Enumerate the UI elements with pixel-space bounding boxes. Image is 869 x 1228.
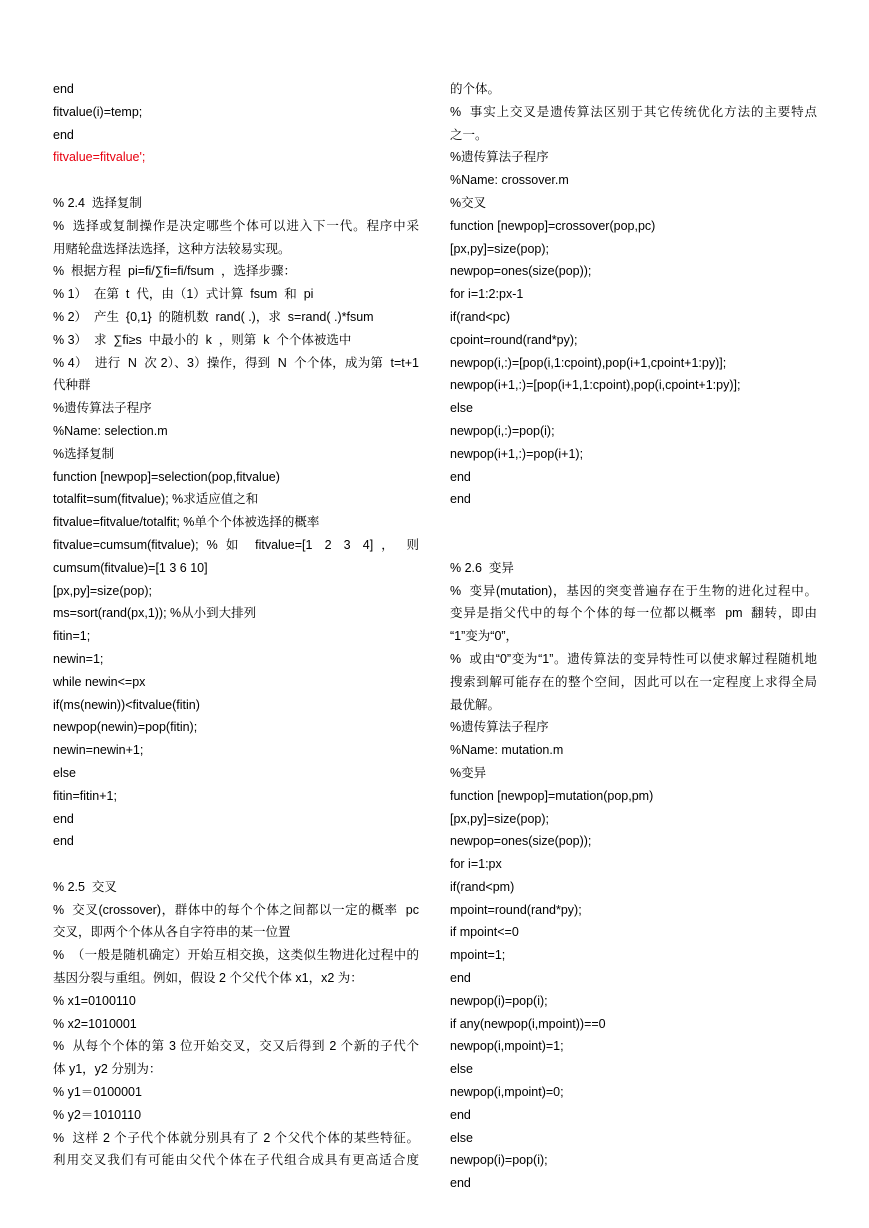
text-line: [px,py]=size(pop); bbox=[53, 583, 153, 598]
text-line: end bbox=[53, 811, 74, 826]
text-line: % 2） 产生 {0,1} 的随机数 rand( .)，求 s=rand( .)*fsum bbox=[53, 309, 374, 324]
text-line: % 根据方程 pi=fi/∑fi=fi/fsum ，选择步骤： bbox=[53, 264, 296, 279]
text-line: totalfit=sum(fitvalue); %求适应值之和 bbox=[53, 492, 259, 507]
text-line: %Name: crossover.m bbox=[450, 173, 569, 188]
text-line: end bbox=[53, 82, 74, 96]
text-line: else bbox=[53, 765, 76, 780]
text-line: %选择复制 bbox=[53, 446, 115, 461]
text-line: end bbox=[450, 1176, 471, 1191]
text-line: newpop(i,mpoint)=0; bbox=[450, 1085, 564, 1100]
text-line: mpoint=round(rand*py); bbox=[450, 902, 582, 917]
text-line: for i=1:px bbox=[450, 857, 502, 872]
text-line: fitin=1; bbox=[53, 629, 91, 644]
text-line: if(rand<pc) bbox=[450, 309, 511, 324]
right-column bbox=[450, 78, 817, 1195]
text-line: cpoint=round(rand*py); bbox=[450, 332, 578, 347]
text-line: if(ms(newin))<fitvalue(fitin) bbox=[53, 697, 200, 712]
text-line: while newin<=px bbox=[53, 674, 146, 689]
text-line: function [newpop]=mutation(pop,pm) bbox=[450, 788, 654, 803]
text-line: newin=newin+1; bbox=[53, 743, 144, 758]
text-line: newpop(i,mpoint)=1; bbox=[450, 1039, 564, 1054]
text-line: else bbox=[450, 1062, 473, 1077]
text-line: for i=1:2:px-1 bbox=[450, 287, 524, 302]
text-line: 之一。 bbox=[450, 127, 488, 142]
text-line: newpop=ones(size(pop)); bbox=[450, 834, 592, 849]
text-line: 代种群 bbox=[53, 378, 91, 393]
text-line: newpop=ones(size(pop)); bbox=[450, 264, 592, 279]
text-line: fitvalue=cumsum(fitvalue); % 如 fitvalue=[1 2 3 4] ， 则 bbox=[53, 537, 419, 552]
blank-line bbox=[450, 511, 817, 534]
text-line: newin=1; bbox=[53, 651, 104, 666]
text-line: % 变异(mutation)，基因的突变普遍存在于生物的进化过程中。 bbox=[450, 583, 817, 598]
text-line: newpop(newin)=pop(fitin); bbox=[53, 720, 198, 735]
text-line: % 交叉(crossover)，群体中的每个个体之间都以一定的概率 pc bbox=[53, 902, 419, 917]
text-line: 的个体。 bbox=[450, 82, 501, 96]
text-line: end bbox=[53, 834, 74, 849]
left-column bbox=[53, 78, 419, 1172]
blank-line bbox=[53, 853, 419, 876]
text-line: % y1＝0100001 bbox=[53, 1085, 142, 1100]
text-line: end bbox=[450, 971, 471, 986]
text-line: % x1=0100110 bbox=[53, 993, 136, 1008]
text-line: % 2.4 选择复制 bbox=[53, 195, 142, 210]
text-line: fitvalue(i)=temp; bbox=[53, 104, 143, 119]
text-line: 变异是指父代中的每个个体的每一位都以概率 pm 翻转，即由 bbox=[450, 606, 817, 621]
text-line: %交叉 bbox=[450, 195, 487, 210]
text-line: if any(newpop(i,mpoint))==0 bbox=[450, 1016, 606, 1031]
text-line: newpop(i,:)=[pop(i,1:cpoint),pop(i+1,cpoint+1:py)]; bbox=[450, 355, 727, 370]
text-line: fitin=fitin+1; bbox=[53, 788, 117, 803]
text-line: newpop(i)=pop(i); bbox=[450, 1153, 548, 1168]
text-line: % （一般是随机确定）开始互相交换，这类似生物进化过程中的 bbox=[53, 948, 419, 963]
text-line: % 事实上交叉是遗传算法区别于其它传统优化方法的主要特点 bbox=[450, 104, 817, 119]
text-line: newpop(i+1,:)=pop(i+1); bbox=[450, 446, 584, 461]
text-line: ms=sort(rand(px,1)); %从小到大排列 bbox=[53, 606, 257, 621]
text-line: else bbox=[450, 401, 473, 416]
text-line: % 这样 2 个子代个体就分别具有了 2 个父代个体的某些特征。 bbox=[53, 1130, 419, 1145]
text-line: [px,py]=size(pop); bbox=[450, 241, 550, 256]
text-line: % 4） 进行 N 次 2）、3）操作，得到 N 个个体，成为第 t=t+1 bbox=[53, 355, 419, 370]
text-line: end bbox=[450, 1107, 471, 1122]
blank-line bbox=[450, 534, 817, 557]
text-line: 基因分裂与重组。例如，假设 2 个父代个体 x1，x2 为： bbox=[53, 971, 363, 986]
text-line: function [newpop]=crossover(pop,pc) bbox=[450, 218, 656, 233]
text-line: %遗传算法子程序 bbox=[450, 720, 549, 735]
text-line: 最优解。 bbox=[450, 697, 501, 712]
text-line: function [newpop]=selection(pop,fitvalue) bbox=[53, 469, 280, 484]
text-line: if mpoint<=0 bbox=[450, 925, 519, 940]
text-line: [px,py]=size(pop); bbox=[450, 811, 550, 826]
text-line: newpop(i+1,:)=[pop(i+1,1:cpoint),pop(i,cpoint+1:py)]; bbox=[450, 378, 741, 393]
text-line: end bbox=[450, 469, 471, 484]
text-line: 利用交叉我们有可能由父代个体在子代组合成具有更高适合度 bbox=[53, 1153, 419, 1168]
text-line: % 或由“0”变为“1”。遗传算法的变异特性可以使求解过程随机地 bbox=[450, 651, 817, 666]
text-line: % x2=1010001 bbox=[53, 1016, 137, 1031]
text-line: 搜索到解可能存在的整个空间，因此可以在一定程度上求得全局 bbox=[450, 674, 817, 689]
text-line: 体 y1，y2 分别为： bbox=[53, 1062, 162, 1077]
text-line: mpoint=1; bbox=[450, 948, 506, 963]
text-line: if(rand<pm) bbox=[450, 879, 515, 894]
text-line: newpop(i,:)=pop(i); bbox=[450, 423, 555, 438]
text-line: %变异 bbox=[450, 765, 487, 780]
text-line: % 1） 在第 t 代，由（1）式计算 fsum 和 pi bbox=[53, 287, 314, 302]
text-line: end bbox=[53, 127, 74, 142]
text-line: % 3） 求 ∑fi≥s 中最小的 k ，则第 k 个个体被选中 bbox=[53, 332, 352, 347]
text-line: 交叉，即两个个体从各自字符串的某一位置 bbox=[53, 925, 291, 940]
text-line: fitvalue=fitvalue/totalfit; %单个个体被选择的概率 bbox=[53, 515, 320, 530]
text-line: fitvalue=fitvalue'; bbox=[53, 150, 146, 165]
text-line: % y2＝1010110 bbox=[53, 1107, 142, 1122]
text-line: % 选择或复制操作是决定哪些个体可以进入下一代。程序中采 bbox=[53, 218, 419, 233]
text-line: % 从每个个体的第 3 位开始交叉，交又后得到 2 个新的子代个 bbox=[53, 1039, 419, 1054]
text-line: end bbox=[450, 492, 471, 507]
text-line: newpop(i)=pop(i); bbox=[450, 993, 548, 1008]
text-line: %遗传算法子程序 bbox=[53, 401, 152, 416]
text-line: “1”变为“0”， bbox=[450, 629, 519, 644]
text-line: %遗传算法子程序 bbox=[450, 150, 549, 165]
blank-line bbox=[53, 169, 419, 192]
text-line: % 2.6 变异 bbox=[450, 560, 514, 575]
text-line: 用赌轮盘选择法选择，这种方法较易实现。 bbox=[53, 241, 291, 256]
text-line: cumsum(fitvalue)=[1 3 6 10] bbox=[53, 560, 208, 575]
text-line: %Name: mutation.m bbox=[450, 743, 564, 758]
text-line: % 2.5 交叉 bbox=[53, 879, 117, 894]
text-line: else bbox=[450, 1130, 473, 1145]
text-line: %Name: selection.m bbox=[53, 423, 168, 438]
